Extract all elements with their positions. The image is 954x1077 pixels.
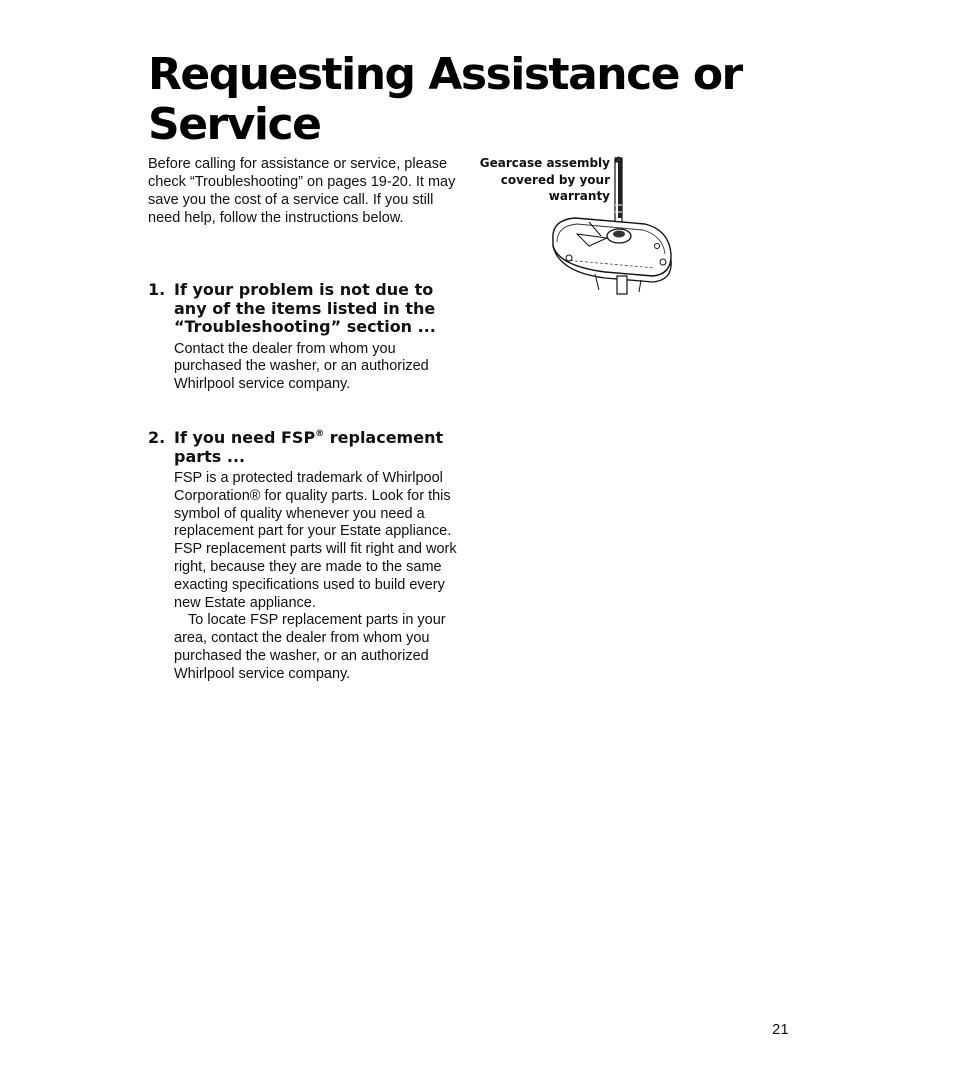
section-1-body bbox=[174, 341, 464, 394]
gearcase-shaft-shading bbox=[618, 158, 622, 218]
page-title: Requesting Assistance or Service bbox=[148, 49, 742, 150]
gearcase-assembly-illustration bbox=[545, 150, 680, 305]
section-1-heading-text: If your problem is not due to any of the items listed in the “Troubleshooting” section ... bbox=[174, 280, 436, 336]
section-2-paragraph-1: FSP is a protected trademark of Whirlpool Corporation® for quality parts. Look for this symbol of quality whenever you need a replacement part for your Estate appliance. FSP replacement parts will fit right and work right, because they are made to the same exacting specifications used to build every new Estate appliance. bbox=[174, 470, 457, 611]
caption-line-2: covered by your bbox=[500, 172, 610, 187]
section-2-number: 2. bbox=[148, 428, 166, 447]
section-2-heading bbox=[148, 429, 468, 466]
section-1-number: 1. bbox=[148, 280, 166, 299]
caption-line-1: Gearcase assembly bbox=[479, 156, 610, 170]
section-1 bbox=[148, 281, 468, 394]
caption-line-3: warranty bbox=[548, 189, 610, 203]
section-2 bbox=[148, 429, 468, 684]
registered-mark: ® bbox=[315, 429, 325, 439]
section-1-heading bbox=[148, 281, 468, 337]
section-2-body bbox=[174, 470, 464, 684]
gearcase-stem bbox=[617, 276, 627, 294]
section-2-heading-pre: If you need FSP bbox=[174, 428, 316, 447]
page-number: 21 bbox=[772, 1021, 789, 1038]
section-2-paragraph-2: To locate FSP replacement parts in your area, contact the dealer from whom you purchased the washer, or an authorized Whirlpool service company. bbox=[174, 612, 446, 682]
intro-paragraph: Before calling for assistance or service, please check “Troubleshooting” on pages 19-20. It may save you the cost of a service call. If you still need help, follow the instructions below. bbox=[148, 156, 456, 226]
section-2-heading-post: replacement parts ... bbox=[174, 428, 444, 466]
section-2-heading-text bbox=[174, 429, 468, 466]
section-1-paragraph-1: Contact the dealer from whom you purchased the washer, or an authorized Whirlpool service company. bbox=[174, 340, 429, 393]
